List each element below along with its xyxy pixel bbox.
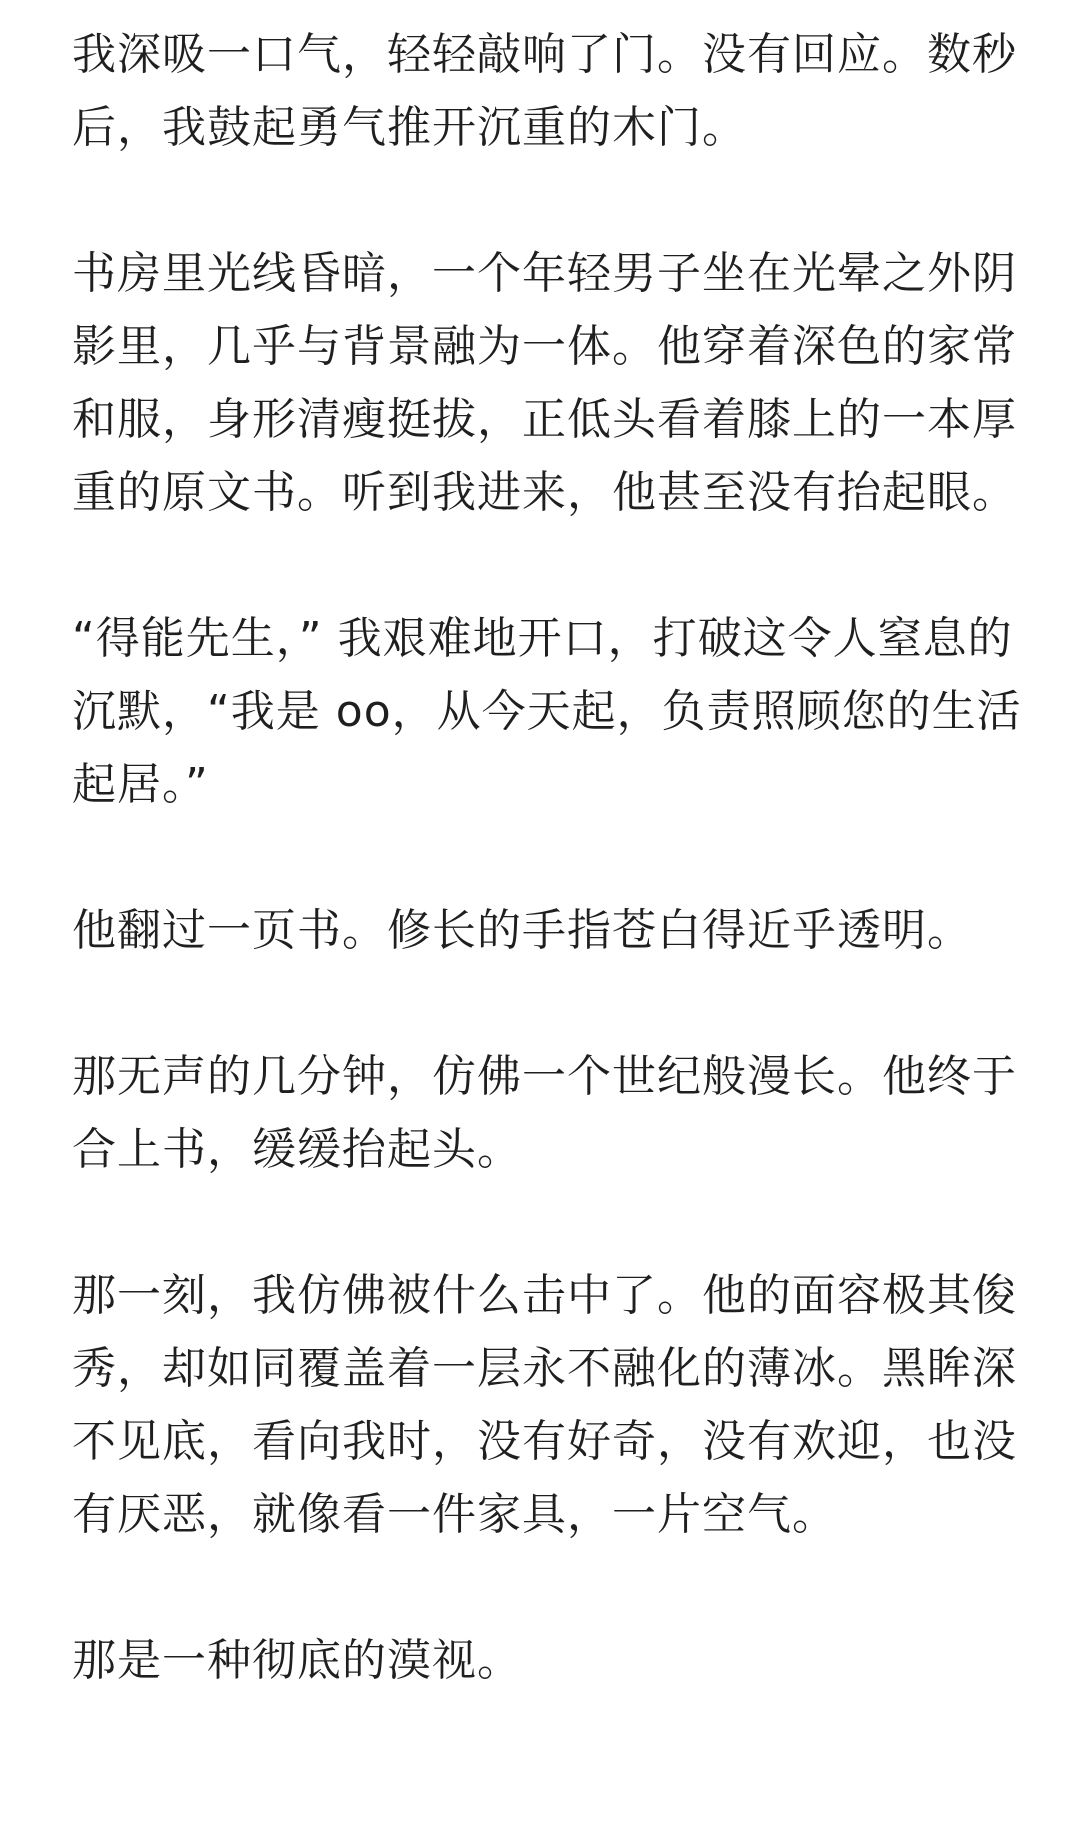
story-text xyxy=(72,18,1032,1697)
paragraph-introduction: “得能先生，” 我艰难地开口，打破这令人窒息的沉默，“我是 oo，从今天起，负责照顾您的生活起居。” xyxy=(72,613,1022,810)
paragraph-study-room: 书房里光线昏暗，一个年轻男子坐在光晕之外阴影里，几乎与背景融为一体。他穿着深色的家常和服，身形清瘦挺拔，正低头看着膝上的一本厚重的原文书。听到我进来，他甚至没有抬起眼。 xyxy=(72,248,1017,518)
paragraph-indifference: 那是一种彻底的漠视。 xyxy=(72,1635,522,1686)
paragraph-his-face: 那一刻，我仿佛被什么击中了。他的面容极其俊秀，却如同覆盖着一层永不融化的薄冰。黑眸深不见底，看向我时，没有好奇，没有欢迎，也没有厌恶，就像看一件家具，一片空气。 xyxy=(72,1270,1017,1540)
paragraph-knock: 我深吸一口气，轻轻敲响了门。没有回应。数秒后，我鼓起勇气推开沉重的木门。 xyxy=(72,29,1017,153)
paragraph-turn-page: 他翻过一页书。修长的手指苍白得近乎透明。 xyxy=(72,905,972,956)
paragraph-long-silence: 那无声的几分钟，仿佛一个世纪般漫长。他终于合上书，缓缓抬起头。 xyxy=(72,1051,1017,1175)
